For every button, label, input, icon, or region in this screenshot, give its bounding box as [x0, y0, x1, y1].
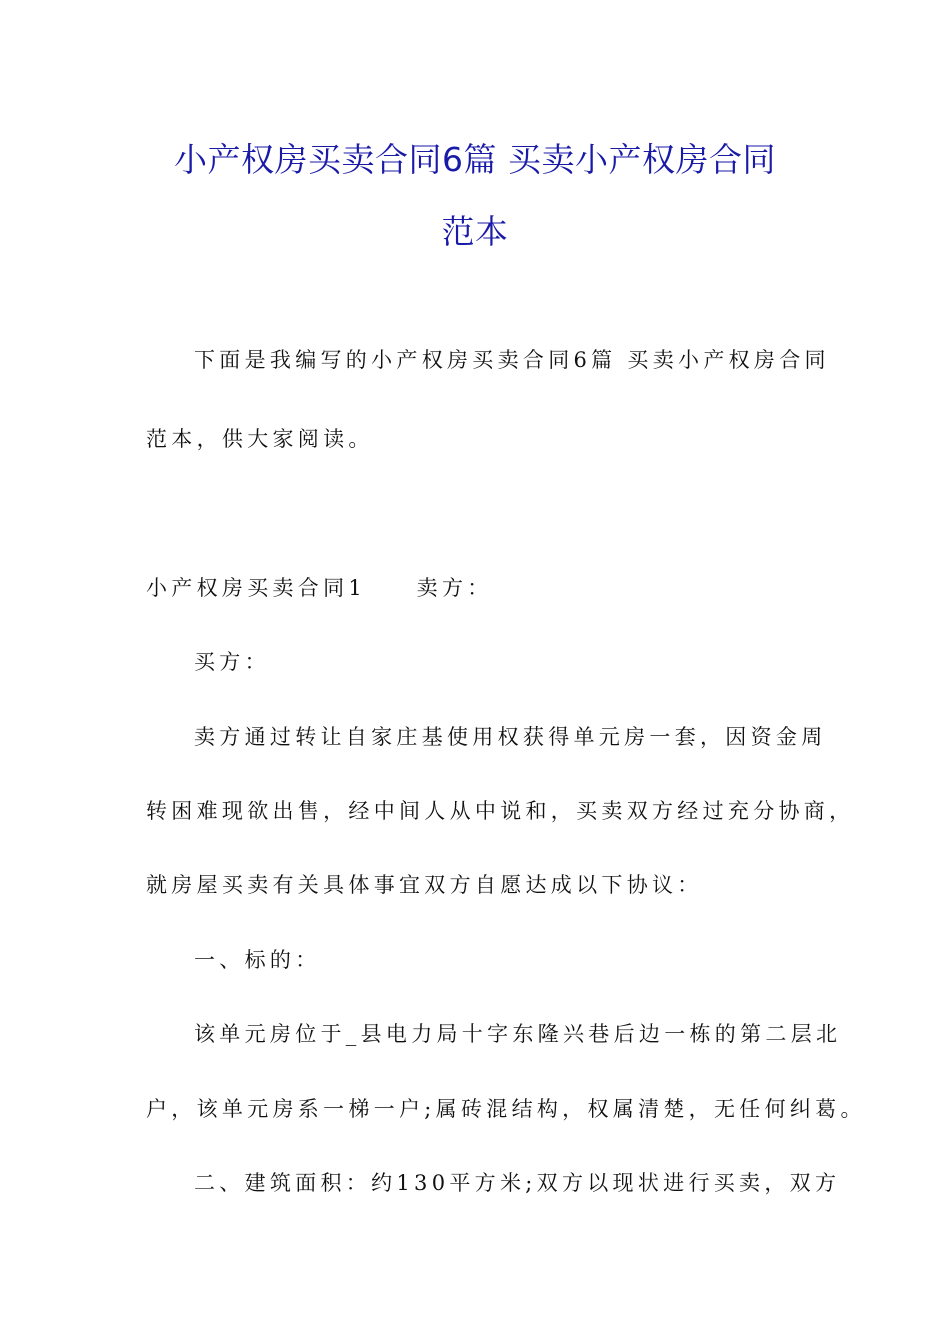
section-heading-subject: 一、标的：: [194, 948, 321, 972]
body-paragraph-line: 户，该单元房系一梯一户;属砖混结构，权属清楚，无任何纠葛。: [146, 1097, 866, 1121]
contract-heading-seller: 小产权房买卖合同1 卖方：: [146, 576, 493, 600]
document-title-line-1: 小产权房买卖合同6篇 买卖小产权房合同: [174, 140, 776, 179]
buyer-label: 买方：: [194, 650, 270, 674]
intro-paragraph-line-1: 下面是我编写的小产权房买卖合同6篇 买卖小产权房合同: [194, 348, 830, 372]
body-paragraph-line: 就房屋买卖有关具体事宜双方自愿达成以下协议：: [146, 873, 703, 897]
body-paragraph-line: 转困难现欲出售，经中间人从中说和，买卖双方经过充分协商，: [146, 799, 855, 823]
body-paragraph-line: 卖方通过转让自家庄基使用权获得单元房一套，因资金周: [194, 725, 827, 749]
intro-paragraph-line-2: 范本，供大家阅读。: [146, 427, 374, 451]
body-paragraph-line: 该单元房位于_县电力局十字东隆兴巷后边一栋的第二层北: [194, 1022, 842, 1046]
section-building-area: 二、建筑面积：约130平方米;双方以现状进行买卖，双方: [194, 1171, 841, 1195]
document-title-line-2: 范本: [441, 212, 509, 251]
